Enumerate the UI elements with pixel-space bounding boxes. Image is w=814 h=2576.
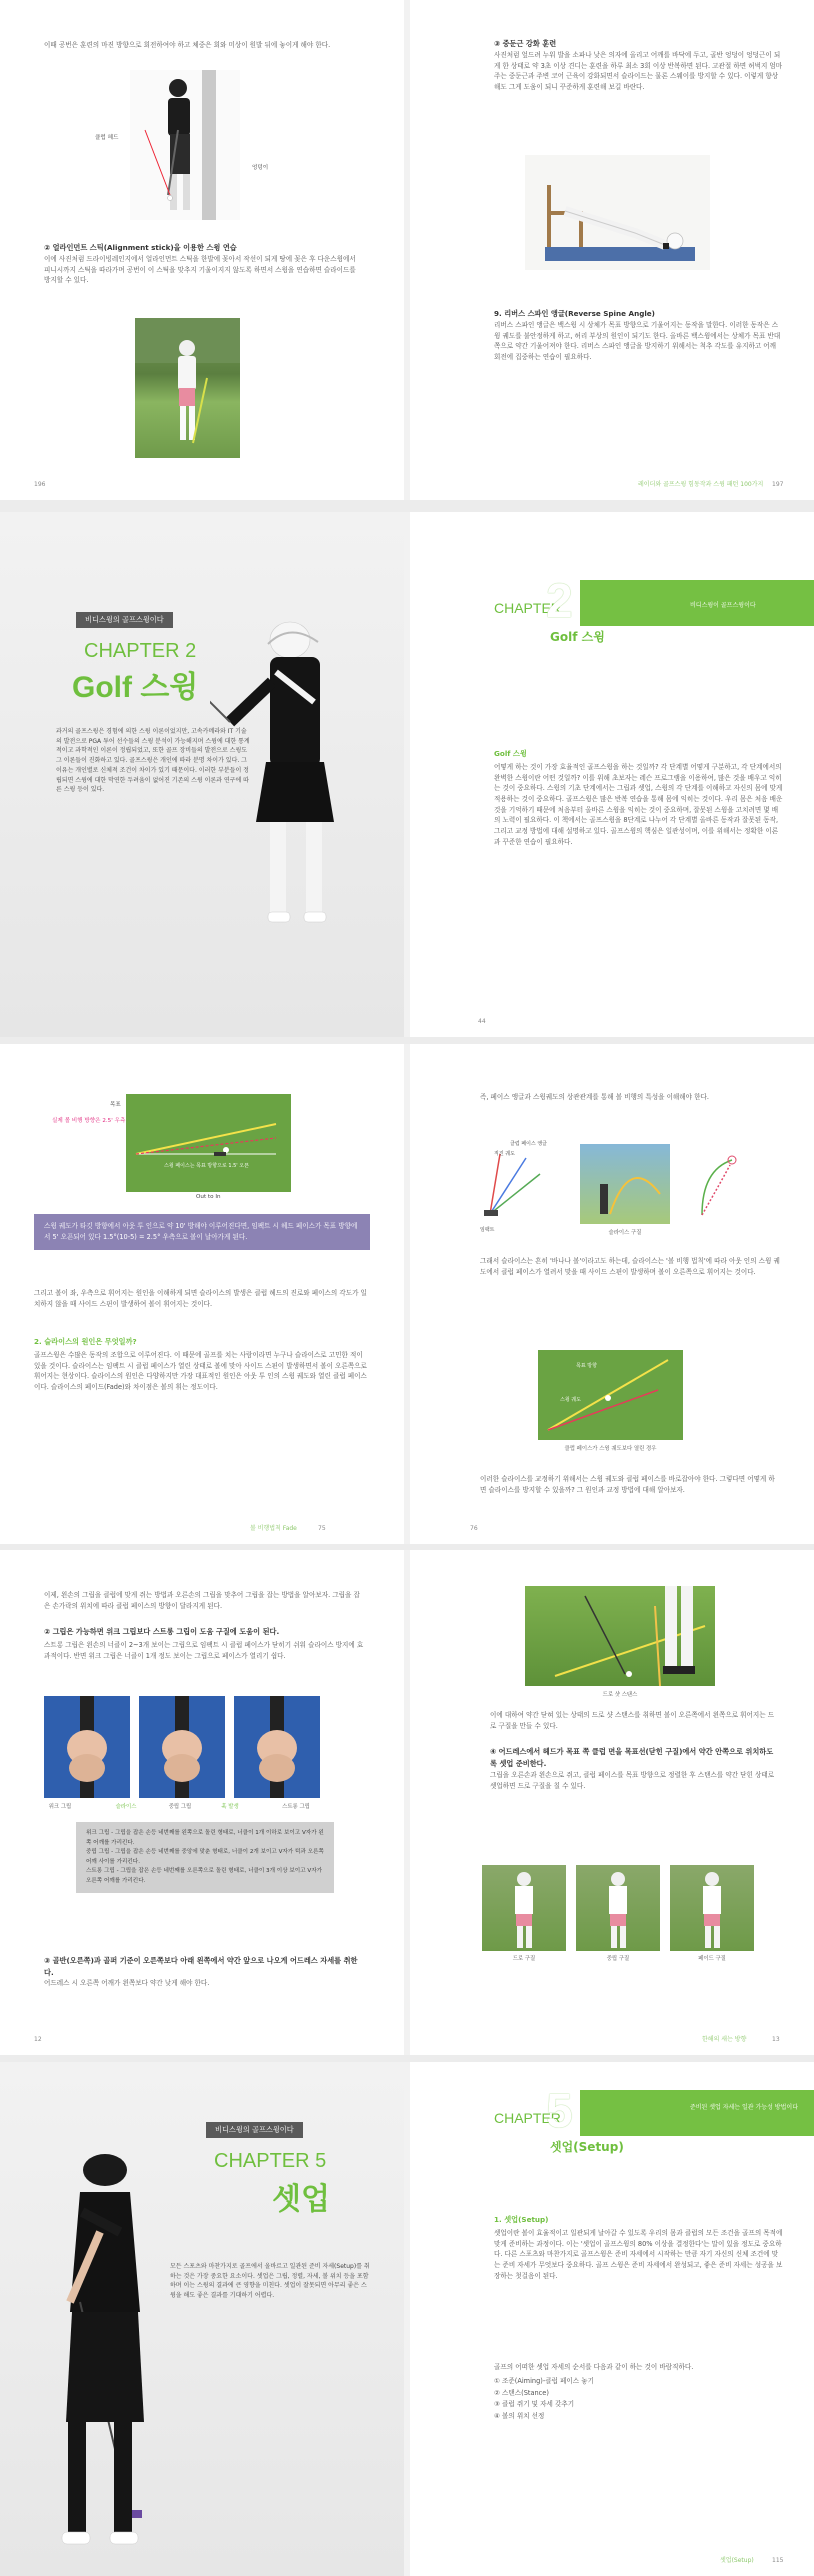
section-body: 셋업이란 볼이 효율적이고 일관되게 날아갈 수 있도록 우리의 몸과 클럽의 모든 조건을 골프의 목적에 맞게 준비하는 과정이다. 이는 '셋업이 골프스윙의 80% 이상을 결정한다'는 말이 있을 정도로 중요하다. 다른 스포츠와 마찬가지로 골프스윙은 준비 자세에서 시작하는 만큼 자기 자신의 신체 조건에 맞는 준비 자세가 무엇보다 중요하다. 골프 스윙은 준비 자세에서 완성되고, 좋은 준비 자세는 성공을 보장하는 첫걸음이 된다. (494, 2229, 783, 2280)
chapter-golfer-photo (10, 2122, 180, 2572)
body-text-2: 골프스윙은 수많은 동작의 조합으로 이루어진다. 이 때문에 골프를 치는 사람이라면 누구나 슬라이스로 고민한 적이 있을 것이다. 슬라이스는 임팩트 시 클럽 페이스가 열린 상태로 볼에 맞아 사이드 스핀이 발생하면서 볼이 오른쪽으로 휘어지는 현상이다. 슬라이스의 원인은 다양하지만 가장 대표적인 원인은 아웃 투 인의 스윙 궤도와 열린 클럽 페이스이다. 슬라이스의 페이드(Fade)와 차이점은 볼의 휘는 정도이다. (34, 1351, 367, 1392)
list-item: ② 스탠스(Stance) (494, 2388, 549, 2397)
caption-neutral-grip: 중립 그립 (168, 1804, 192, 1810)
spread-3 (0, 1044, 814, 1544)
chapter-badge: 비디스윙의 골프스윙이다 (76, 612, 173, 628)
chapter-badge: 비디스윙의 골프스윙이다 (206, 2122, 303, 2138)
body-text-3: 이러한 슬라이스를 교정하기 위해서는 스윙 궤도와 클럽 페이스를 바로잡아야 한다. 그렇다면 어떻게 하면 슬라이스를 방지할 수 있을까? 그 원인과 교정 방법에 대해 알아보자. (480, 1475, 775, 1494)
chapter-title: Golf 스윙 (550, 630, 605, 644)
label-impact: 임팩트 (480, 1227, 495, 1233)
golfer-wall-photo (130, 70, 240, 220)
label-club-head: 클럽 헤드 (95, 135, 119, 141)
page-12 (0, 1550, 404, 2055)
slice-curve-icon (692, 1150, 742, 1220)
page-196 (0, 0, 404, 500)
caption-neutral: 중립 구질 (606, 1956, 630, 1962)
chapter-intro: 모든 스포츠와 마찬가지로 골프에서 올바르고 일관된 준비 자세(Setup)를 취하는 것은 가장 중요한 요소이다. 셋업은 그립, 정렬, 자세, 볼 위치 등을 포함하며 이는 스윙의 결과에 큰 영향을 미친다. 셋업이 잘못되면 아무리 좋은 스윙을 해도 좋은 결과를 기대하기 어렵다. (170, 2263, 370, 2300)
page-number: 196 (34, 481, 46, 488)
section-title-setup: ④ 어드레스에서 헤드가 목표 쪽 클럽 면을 목표선(닫힌 구질)에서 약간 안쪽으로 위치하도록 셋업 준비한다. (490, 1747, 774, 1768)
label-face: 스윙 페이스는 목표 방향으로 1.5' 오픈 (164, 1163, 249, 1169)
section-title-address: ③ 골반(오른쪽)과 골퍼 기준이 오른쪽보다 아래 왼쪽에서 약간 앞으로 나오게 어드레스 자세를 취한다. (44, 1956, 358, 1977)
body-text-1: 그리고 볼이 좌, 우측으로 휘어지는 원인을 이해하게 되면 슬라이스의 발생은 클럽 헤드의 진로와 페이스의 각도가 일치하지 않을 때 사이드 스핀이 발생하여 볼이 휘어지는 것이다. (34, 1289, 367, 1308)
body-text-2: 그래서 슬라이스는 흔히 '바나나 볼'이라고도 하는데, 슬라이스는 '볼 비행 법칙'에 따라 아웃 인의 스윙 궤도에서 클럽 페이스가 열려서 맞을 때 사이드 스핀이 발생하며 볼이 오른쪽으로 휘어지는 것이다. (480, 1257, 780, 1276)
chapter-5-page (410, 2062, 814, 2576)
setup-order-intro: 골프의 어떠한 셋업 자세의 순서를 다음과 같이 하는 것이 바람직하다. (494, 2363, 694, 2371)
spread-1 (0, 0, 814, 500)
chapter-number: 5 (546, 2085, 573, 2138)
section-title-reverse-spine: 9. 리버스 스파인 앵글(Reverse Spine Angle) (494, 309, 655, 318)
section-body: 어떻게 하는 것이 가장 효율적인 골프스윙을 하는 것일까? 각 단계별 어떻게 구분하고, 각 단계에서의 완벽한 스윙이란 어떤 것일까? 이를 위해 초보자는 레슨 프로그램을 이용하여, 많은 것을 배우고 익히는 것이 중요하다. 스윙의 기초 단계에서는 그립과 셋업, 스윙의 각 단계를 이해하고 자신의 몸에 맞게 적용하는 것이 중요하다. 골프스윙은 많은 반복 연습을 통해 몸에 익히는 것이다. 우리 몸은 처음 배운 것을 기억하기 때문에 처음부터 올바른 스윙을 익히는 것이 중요하며, 잘못된 스윙을 고치려면 몇 배의 노력이 필요하다. 이 책에서는 골프스윙을 8단계로 나누어 각 단계별 올바른 동작과 잘못된 동작, 그리고 교정 방법에 대해 설명하고 있다. 골프스윙의 핵심은 일관성이며, 이를 위해서는 정확한 이론과 꾸준한 연습이 필요하다. (494, 763, 783, 846)
slice-trajectory-photo (580, 1144, 670, 1224)
page-number: 115 (772, 2557, 784, 2564)
label-face-angle: 클럽 페이스 앵글 (510, 1141, 547, 1147)
section-body-address: 어드레스 시 오른쪽 어깨가 왼쪽보다 약간 낮게 해야 한다. (44, 1979, 210, 1987)
section-title: Golf 스윙 (494, 749, 527, 758)
draw-stance-photo (525, 1586, 715, 1686)
body-text-2: 스트롱 그립은 왼손의 너클이 2~3개 보이는 그립으로 임팩트 시 클럽 페이스가 닫히기 쉬워 슬라이스 방지에 효과적이다. 반면 위크 그립은 너클이 1개 정도 보이는 그립으로 페이스가 열리기 쉽다. (44, 1641, 364, 1660)
chapter-label: CHAPTER 5 (214, 2150, 327, 2172)
section-title-setup: 1. 셋업(Setup) (494, 2215, 549, 2224)
chapter-label: CHAPTER (494, 2110, 561, 2126)
section-body-alignment: 이에 사진처럼 드라이빙레인지에서 얼라인먼트 스틱을 한발에 꽂아서 작선이 되게 땅에 꽂은 후 다운스윙에서 피니시까지 스틱을 따라가며 공번이 이 스틱을 맞추지 기울이지지 않도록 하면서 스윙을 연습하면 슬라이드를 방지할 수 있다. (44, 255, 356, 285)
chapter-label: CHAPTER 2 (84, 640, 197, 662)
face-angle-diagram (480, 1144, 552, 1224)
page-76 (410, 1044, 814, 1544)
caption-hook: 훅 발생 (221, 1804, 239, 1810)
caption-weak-grip: 위크 그립 (48, 1804, 72, 1810)
list-item: ① 조준(Aiming)-클럽 페이스 놓기 (494, 2377, 595, 2385)
stance-photo-fade (670, 1865, 754, 1951)
page-number: 13 (772, 2036, 780, 2043)
section-body-glute: 사진처럼 엎드려 누워 발을 소파나 낮은 의자에 올리고 어깨를 바닥에 두고, 골반 엉덩이 엉덩근이 되게 한 상태로 약 3초 이상 견디는 훈련을 하루 최소 3회 이상 반복하면 된다. 고관절 하면 허벅지 엄마 주는 중둔근과 주변 코어 근육이 강화되면서 슬라이드는 물론 스웨이를 방지할 수 있다. 이렇게 향상해도 그게 도움이 되니 꾸준하게 훈련해 보길 바란다. (494, 51, 783, 92)
label-hip: 엉덩이 (252, 165, 269, 171)
chapter-intro: 과거의 골프스윙은 경험에 의한 스윙 이론이었지만, 고속카메라와 IT 기술의 발전으로 PGA 투어 선수들의 스윙 분석이 가능해지며 스윙에 대한 통계적이고 과학적인 이론이 정립되었고, 또한 골프 장비들의 발전으로 스윙도 그 이론들이 진화하고 있다. 골프스윙은 개인에 따라 분명 차이가 있다. 그 이유는 개인별로 신체적 조건이 차이가 있기 때문이다. 이러한 부분들이 정립되면 스윙에 대한 막연한 두려움이 없어진 기존의 스윙 이론과 연구에 따른 스윙 등이 있다. (56, 728, 250, 794)
label-swing-path: 스윙 궤도 (560, 1397, 581, 1403)
stance-photo-neutral (576, 1865, 660, 1951)
label-target: 목표 (110, 1102, 121, 1108)
spread-5 (0, 2062, 814, 2576)
caption-face-open: 클럽 페이스가 스윙 궤도보다 열린 경우 (564, 1446, 657, 1452)
chapter-title: 셋업 (272, 2183, 330, 2216)
chapter-header-bar (580, 2090, 814, 2136)
label-target-direction: 목표 방향 (576, 1363, 597, 1369)
footer-text: 레이더와 골프스윙 힘동작과 스윙 패턴 100가지 (638, 481, 764, 488)
chapter-title: 셋업(Setup) (550, 2140, 624, 2154)
body-text-1: 이제, 왼손의 그립을 클럽에 맞게 쥐는 방법과 오른손의 그립을 맞추어 그립을 잡는 방법을 알아보자. 그립을 잡은 손가락의 위치에 따라 클럽 페이스의 방향이 달라지게 된다. (44, 1591, 360, 1610)
grip-photo-neutral (139, 1696, 225, 1798)
caption-strong-grip: 스트롱 그립 (282, 1804, 310, 1810)
section-title-glute: ③ 중둔근 강화 훈련 (494, 39, 557, 48)
list-item: ④ 볼의 위치 선정 (494, 2412, 545, 2421)
caption-draw-stance: 드로 샷 스탠스 (602, 1692, 638, 1698)
face-open-diagram (538, 1350, 683, 1440)
label-ball-flight: 실제 볼 비행 방향은 2.5' 우측 (52, 1118, 126, 1124)
label-straight-path: 직진 궤도 (494, 1151, 515, 1157)
intro-text: 이때 공번은 훈련의 마진 방향으로 회전하여야 하고 체중은 회와 미상이 원발 뒤에 놓이게 해야 한다. (44, 41, 331, 49)
page-number: 75 (318, 1525, 326, 1532)
face-path-diagram (126, 1094, 291, 1192)
chapter-2-page (410, 512, 814, 1037)
purple-explanation-box: 스윙 궤도가 타깃 방향에서 아웃 투 인으로 약 10' 방해야 이루어진다면, 임팩트 시 헤드 페이스가 목표 방향에서 5' 오픈되어 있다 1.5°(10-5) = 2.5° 우측으로 볼이 날아가게 된다. (34, 1214, 370, 1250)
grip-explanation-box: 위크 그립 - 그립을 잡은 손등 네번째를 왼쪽으로 돌린 형태로, 너클이 1개 이하로 보이고 V자가 왼쪽 어깨를 가리킨다. 중립 그립 - 그립을 잡은 손등 네번째를 중앙에 맞춘 형태로, 너클이 2개 보이고 V자가 턱과 오른쪽 어깨 사이를 가리킨다. 스트롱 그립 - 그립을 잡은 손등 네번째를 오른쪽으로 돌린 형태로, 너클이 3개 이상 보이고 V자가 오른쪽 어깨를 가리킨다. (76, 1822, 334, 1893)
footer-text: 셋업(Setup) (720, 2557, 754, 2564)
chapter-5-opener (0, 2062, 404, 2576)
chapter-label: CHAPTER (494, 600, 561, 616)
chapter-title: Golf 스윙 (72, 671, 199, 704)
page-number: 44 (478, 1018, 486, 1025)
footer-text: 한해의 새는 방향 (702, 2036, 747, 2043)
page-number: 197 (772, 481, 784, 488)
caption-draw: 드로 구질 (512, 1956, 536, 1962)
bridge-exercise-photo (525, 155, 710, 270)
section-title-grip: ② 그립은 가능하면 위크 그립보다 스트롱 그립이 도움 구질에 도움이 된다. (44, 1627, 280, 1636)
list-item: ③ 클럽 쥐기 및 자세 갖추기 (494, 2400, 575, 2409)
section-title-alignment: ② 얼라인먼트 스틱(Alignment stick)을 이용한 스윙 연습 (44, 243, 237, 252)
stance-photo-draw (482, 1865, 566, 1951)
alignment-stick-photo (135, 318, 240, 458)
spread-4 (0, 1550, 814, 2055)
chapter-number: 2 (546, 575, 573, 628)
setup-order-list (494, 2376, 784, 2423)
section-body-reverse-spine: 리버스 스파인 앵글은 백스윙 시 상체가 목표 방향으로 기울어지는 동작을 말한다. 이러한 동작은 스윙 궤도를 불안정하게 하고, 허리 부상의 원인이 되기도 한다. 올바른 백스윙에서는 상체가 목표 반대쪽으로 약간 기울어져야 한다. 리버스 스파인 앵글을 방지하기 위해서는 척추 각도를 유지하고 어깨 회전에 집중하는 연습이 필요하다. (494, 321, 781, 362)
caption-slice: 슬라이스 구질 (608, 1230, 642, 1236)
footer-text: 볼 비행법칙 Fade (250, 1525, 297, 1532)
body-text-2: 그립을 오른손과 왼손으로 쥐고, 클럽 페이스를 목표 방향으로 정렬한 후 스탠스를 약간 닫힌 상태로 셋업하면 드로 구질을 칠 수 있다. (490, 1771, 775, 1790)
chapter-header-tag: 비디스윙이 골프스윙이다 (690, 602, 756, 609)
chapter-2-opener (0, 512, 404, 1037)
section-title-slice-cause: 2. 슬라이스의 원인은 무엇일까? (34, 1337, 137, 1346)
caption-slice: 슬라이스 (115, 1804, 137, 1810)
label-path: Out to In (196, 1194, 221, 1200)
page-number: 12 (34, 2036, 42, 2043)
page-197 (410, 0, 814, 500)
body-text-1: 즉, 페이스 앵글과 스윙궤도의 상관관계를 통해 볼 비행의 특성을 이해해야 한다. (480, 1093, 709, 1101)
body-text-1: 이에 대하여 약간 닫혀 있는 상태의 드로 샷 스탠스를 취하면 볼이 오른쪽에서 왼쪽으로 휘어지는 드로 구질을 만들 수 있다. (490, 1711, 775, 1730)
chapter-header-tag: 준비된 셋업 자세는 일관 가능성 방법이다 (689, 2104, 798, 2111)
caption-fade: 페이드 구질 (698, 1956, 726, 1962)
chapter-golfer-photo (210, 562, 400, 1032)
grip-photo-weak (44, 1696, 130, 1798)
grip-photo-strong (234, 1696, 320, 1798)
page-13 (410, 1550, 814, 2055)
page-number: 76 (470, 1525, 478, 1532)
spread-2 (0, 512, 814, 1037)
page-75 (0, 1044, 404, 1544)
